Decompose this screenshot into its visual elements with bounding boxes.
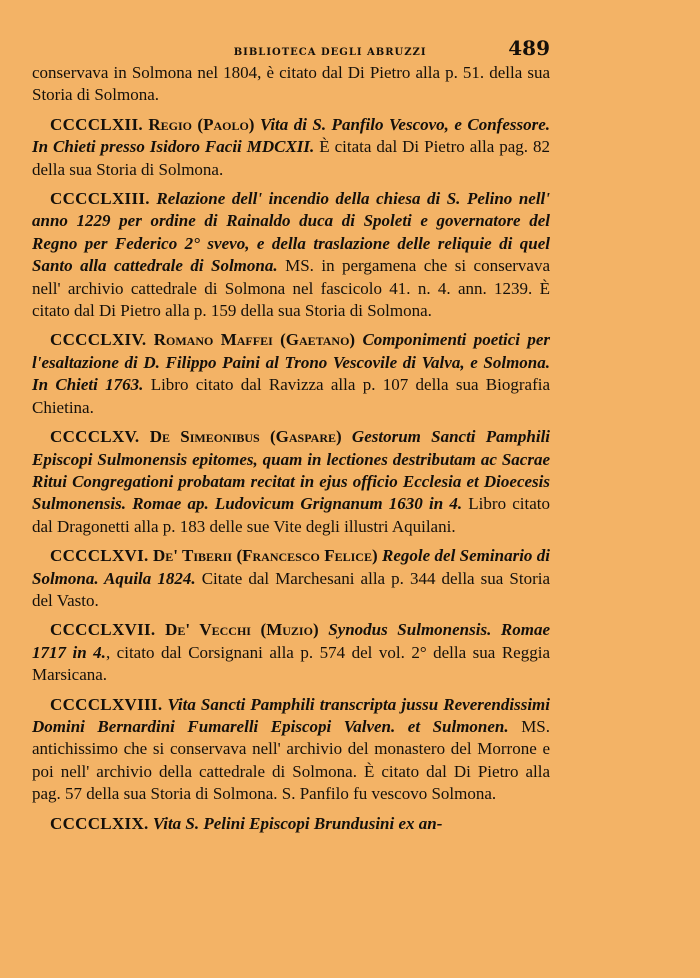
entries-list — [32, 62, 550, 835]
entry-text: , citato dal Corsignani alla p. 574 del vol. 2° della sua Reggia Marsicana. — [32, 642, 550, 685]
entry-466 — [32, 545, 550, 612]
entry-text: Libro citato dal Ravizza alla p. 107 della sua Biografia Chietina. — [32, 375, 550, 417]
page-header — [32, 36, 550, 60]
entry-text: Libro citato dal Dragonetti alla p. 183 delle sue Vite degli illustri Aquilani. — [32, 494, 551, 536]
entry-number: CCCCLXV. — [50, 427, 140, 447]
entry-text: MS. in pergamena che si conservava nell' archivio cattedrale di Solmona nel fascicolo 41. n. 4. ann. 1239. È citato dal Di Pietro alla p. 159 della sua Storia di Solmona. — [32, 256, 550, 321]
entry-469 — [32, 813, 550, 835]
entry-463 — [32, 188, 550, 322]
entry-number: CCCCLXIV. — [50, 330, 147, 350]
entry-author: De' Vecchi (Muzio) — [165, 620, 319, 640]
page-number: 489 — [508, 36, 550, 60]
entry-number: CCCCLXII. — [50, 114, 143, 134]
entry-title: Gestorum Sancti Pamphili Episcopi Sulmonensis epitomes, quam in lectiones destributam ac Sacrae Ritui Congregationi probatam recitat in ejus officio Ecclesia et Dioecesis Sulmonensis. Romae ap. Ludovicum Grignanum 1630 in 4. — [32, 427, 551, 514]
entry-author: Regio (Paolo) — [148, 114, 255, 134]
entry-title: Vita S. Pelini Episcopi Brundusini ex an- — [152, 813, 443, 833]
entry-title: Relazione dell' incendio della chiesa di S. Pelino nell' anno 1229 per ordine di Rainaldo duca di Spoleti e governatore del Regno per Federico 2° svevo, e della traslazione delle reliquie di quel Santo alla cattedrale di Solmona. — [32, 189, 550, 276]
entry-text: È citata dal Di Pietro alla pag. 82 della sua Storia di Solmona. — [32, 137, 550, 179]
entry-title: Componimenti poetici per l'esaltazione di D. Filippo Paini al Trono Vescovile di Valva, e Solmona. In Chieti 1763. — [32, 330, 550, 395]
entry-text: Citate dal Marchesani alla p. 344 della sua Storia del Vasto. — [32, 568, 551, 610]
entry-467 — [32, 619, 550, 686]
entry-number: CCCCLXVII. — [50, 620, 156, 640]
entry-title: Vita Sancti Pamphili transcripta jussu Reverendissimi Domini Bernardini Fumarelli Episcopi Valven. et Sulmonen. — [32, 694, 551, 736]
entry-author: Romano Maffei (Gaetano) — [153, 330, 356, 350]
entry-title: Synodus Sulmonensis. Romae 1717 in 4. — [32, 620, 551, 662]
entry-464 — [32, 329, 550, 419]
entry-text: MS. antichissimo che si conservava nell' archivio del monastero del Morrone e poi nell' archivio della cattedrale di Solmona. È citato dal Di Pietro alla pag. 57 della sua Storia di Solmona. S. Panfilo fu vescovo Solmona. — [32, 716, 551, 804]
entry-number: CCCCLXIII. — [50, 189, 150, 209]
entry-number: CCCCLXIX. — [50, 813, 149, 833]
entry-author: De' Tiberii (Francesco Felice) — [152, 546, 378, 566]
entry-title: Vita di S. Panfilo Vescovo, e Confessore. In Chieti presso Isidoro Facii MDCXII. — [32, 114, 551, 157]
entry-462 — [32, 114, 550, 181]
entry-number: CCCCLXVIII. — [50, 694, 163, 714]
entry-continuation — [32, 62, 550, 107]
entry-text: conservava in Solmona nel 1804, è citato dal Di Pietro alla p. 51. della sua Storia di Solmona. — [32, 63, 550, 105]
entry-author: De Simeonibus (Gaspare) — [149, 427, 342, 447]
entry-468 — [32, 694, 550, 806]
running-head: BIBLIOTECA DEGLI ABRUZZI — [233, 47, 427, 58]
entry-number: CCCCLXVI. — [50, 546, 149, 566]
entry-465 — [32, 426, 550, 538]
entry-title: Regole del Seminario di Solmona. Aquila 1824. — [32, 546, 551, 588]
